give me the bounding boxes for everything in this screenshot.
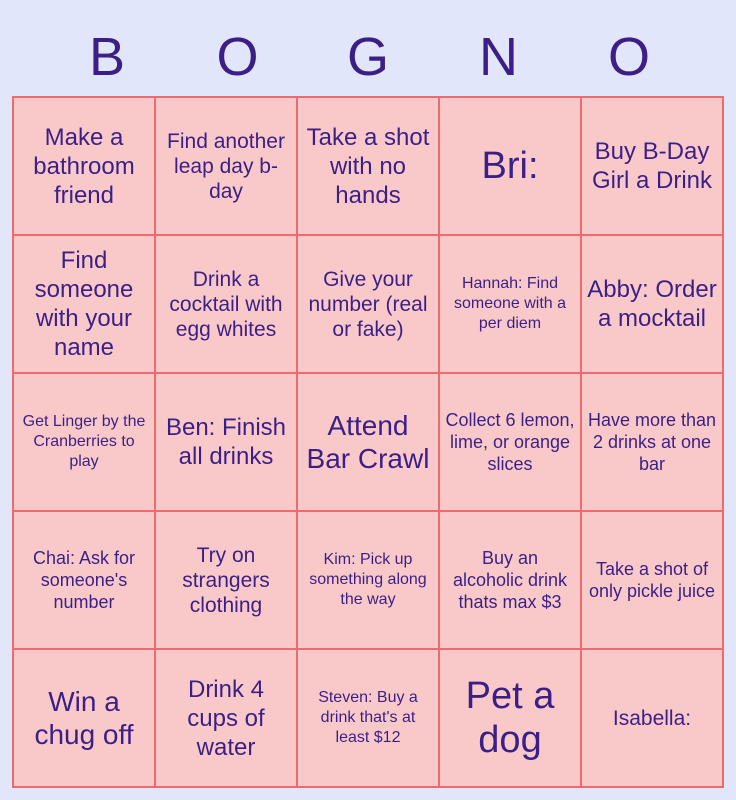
bingo-cell-text: Abby: Order a mocktail — [587, 276, 717, 332]
bingo-row — [13, 97, 723, 235]
bingo-cell-text: Drink 4 cups of water — [187, 675, 265, 761]
bingo-cell-text: Buy B-Day Girl a Drink — [591, 138, 712, 194]
bingo-cell-o5[interactable] — [155, 511, 297, 649]
bingo-cell-n2[interactable] — [439, 235, 581, 373]
header-letter-5: O — [607, 27, 650, 87]
bingo-cell-text: Take a shot of only pickle juice — [588, 559, 716, 601]
bingo-cell-text: Bri: — [481, 145, 539, 187]
bingo-cell-o7[interactable] — [155, 649, 297, 787]
bingo-cell-n1[interactable] — [439, 97, 581, 235]
bingo-cell-o2[interactable] — [581, 235, 723, 373]
bingo-cell-text: Isabella: — [612, 706, 692, 730]
bingo-cell-b5[interactable] — [13, 649, 155, 787]
bingo-cell-text: Steven: Buy a drink that's at least $12 — [318, 689, 418, 746]
bingo-cell-o2[interactable] — [581, 97, 723, 235]
bingo-cell-text: Give your number (real or fake) — [308, 267, 428, 341]
bingo-cell-g1[interactable] — [297, 97, 439, 235]
bingo-cell-text: Find someone with your name — [34, 247, 134, 361]
header-letter-4: N — [479, 27, 518, 87]
bingo-cell-text: Take a shot with no hands — [306, 123, 430, 209]
bingo-cell-b1[interactable] — [13, 97, 155, 235]
bingo-cell-text: Have more than 2 drinks at one bar — [587, 410, 717, 474]
bingo-cell-text: Ben: Finish all drinks — [165, 414, 287, 470]
bingo-cell-o6[interactable] — [581, 511, 723, 649]
bingo-row — [13, 373, 723, 511]
bingo-cell-b3[interactable] — [13, 373, 155, 511]
bingo-cell-g4[interactable] — [297, 511, 439, 649]
bingo-cell-o3[interactable] — [155, 373, 297, 511]
bingo-cell-text: Find another leap day b-day — [167, 129, 285, 203]
bingo-cell-o8[interactable] — [581, 649, 723, 787]
bingo-cell-b2[interactable] — [13, 235, 155, 373]
bingo-cell-text: Get Linger by the Cranberries to play — [22, 413, 146, 470]
bingo-cell-n4[interactable] — [439, 511, 581, 649]
bingo-cell-g3[interactable] — [297, 373, 439, 511]
bingo-cell-o1[interactable] — [155, 235, 297, 373]
bingo-cell-text: Chai: Ask for someone's number — [32, 548, 136, 612]
bingo-cell-text: Pet a dog — [465, 675, 555, 761]
bingo-row — [13, 235, 723, 373]
bingo-cell-o1[interactable] — [155, 97, 297, 235]
bingo-cell-text: Drink a cocktail with egg whites — [169, 267, 283, 341]
header-letter-3: G — [346, 27, 389, 87]
bingo-cell-text: Buy an alcoholic drink thats max $3 — [452, 548, 568, 612]
bingo-cell-text: Win a chug off — [34, 686, 134, 750]
bingo-cell-g2[interactable] — [297, 235, 439, 373]
bingo-header — [42, 26, 694, 88]
bingo-grid — [12, 96, 724, 788]
header-letter-1: B — [88, 27, 126, 87]
bingo-cell-text: Make a bathroom friend — [33, 123, 135, 209]
bingo-row — [13, 649, 723, 787]
bingo-cell-text: Kim: Pick up something along the way — [309, 551, 427, 608]
bingo-row — [13, 511, 723, 649]
bingo-cell-text: Try on strangers clothing — [182, 543, 270, 617]
bingo-cell-g5[interactable] — [297, 649, 439, 787]
bingo-cell-text: Hannah: Find someone with a per diem — [453, 275, 567, 332]
bingo-cell-n5[interactable] — [439, 649, 581, 787]
bingo-cell-text: Attend Bar Crawl — [306, 410, 430, 474]
bingo-cell-text: Collect 6 lemon, lime, or orange slices — [445, 410, 575, 474]
bingo-cell-b4[interactable] — [13, 511, 155, 649]
header-letter-2: O — [216, 27, 259, 87]
bingo-cell-n3[interactable] — [439, 373, 581, 511]
bingo-cell-o4[interactable] — [581, 373, 723, 511]
